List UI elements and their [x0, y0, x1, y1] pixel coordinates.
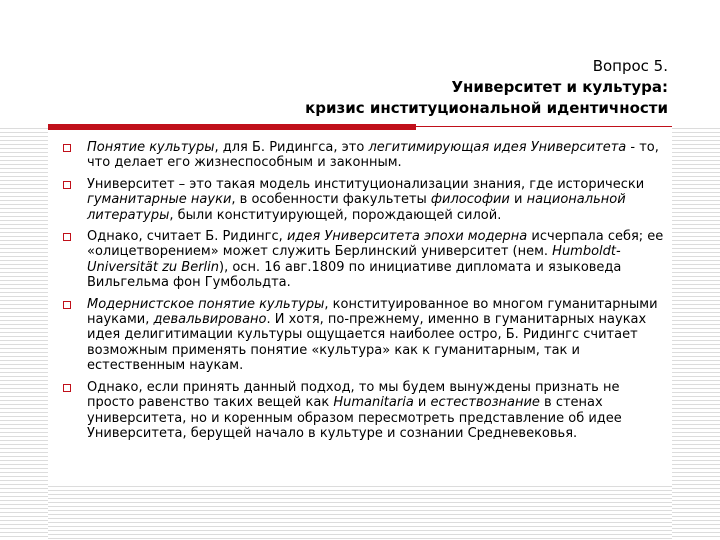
- stripe-pattern-right: [672, 128, 720, 540]
- slide-body: [60, 140, 666, 480]
- italic-term: национальной литературы: [87, 192, 626, 223]
- bullet-item: [60, 297, 666, 374]
- bullet-text: Однако, если принять данный подход, то мы будем вынуждены признать не просто равенство таких вещей как: [87, 379, 620, 411]
- title-line-2: кризис институциональной идентичности: [305, 99, 668, 117]
- italic-term: философии: [430, 192, 510, 208]
- bullet-square-icon: [63, 301, 71, 309]
- bullet-text: исчерпала себя; ее «олицетворением» может служить Берлинский университет (нем.: [87, 229, 664, 260]
- italic-term: идея Университета эпохи модерна: [286, 229, 528, 245]
- bullet-text: . И хотя, по-прежнему, именно в гуманитарных науках идея делигитимации культуры ощущается наиболее остро, Б. Ридингс считает возможным применять понятие «культура» как к гуманитарным, так и естественным наукам.: [87, 312, 647, 374]
- italic-term: естествознание: [430, 395, 540, 411]
- bullet-text: , конституированное во многом гуманитарными науками,: [87, 296, 658, 328]
- slide-title: [305, 56, 668, 119]
- title-line-1: Университет и культура:: [451, 78, 668, 96]
- italic-term: Humanitaria: [333, 395, 414, 411]
- title-divider-line: [416, 126, 672, 127]
- italic-term: девальвировано: [153, 312, 267, 328]
- bullet-text: в стенах университета, но и коренным образом пересмотреть представление об идее Университета, берущей начало в культуре и сознании Средневековья.: [87, 395, 622, 441]
- bullet-text: ), осн. 16 авг.1809 по инициативе дипломата и языковеда Вильгельма фон Гумбольдта.: [87, 259, 622, 291]
- bullet-text: Однако, считает Б. Ридингс,: [87, 229, 287, 245]
- bullet-item: [60, 380, 666, 442]
- bullet-text: - то, что делает его жизнеспособным и законным.: [87, 140, 659, 171]
- stripe-pattern-left: [0, 128, 48, 540]
- bullet-list: [60, 140, 666, 441]
- bullet-square-icon: [63, 384, 71, 392]
- bullet-text: и: [413, 395, 431, 411]
- bullet-text: , были конституирующей, порождающей силой.: [169, 207, 502, 223]
- italic-term: Модернистское понятие культуры: [87, 296, 325, 312]
- bullet-text: Университет – это такая модель институционализации знания, где исторически: [87, 176, 645, 192]
- italic-term: Понятие культуры: [87, 140, 215, 155]
- italic-term: Humboldt-Universität zu Berlin: [87, 244, 621, 275]
- bullet-item: [60, 229, 666, 291]
- bullet-item: [60, 140, 666, 171]
- bullet-square-icon: [63, 181, 71, 189]
- bullet-text: , в особенности факультеты: [231, 192, 431, 208]
- bullet-text: и: [509, 192, 527, 208]
- bullet-text: , для Б. Ридингса, это: [214, 140, 369, 155]
- italic-term: легитимирующая идея Университета: [368, 140, 627, 155]
- bullet-square-icon: [63, 144, 71, 152]
- italic-term: гуманитарные науки: [87, 192, 232, 208]
- question-number: Вопрос 5.: [592, 57, 668, 75]
- bullet-item: [60, 177, 666, 223]
- stripe-pattern-bottom: [48, 486, 672, 540]
- bullet-square-icon: [63, 233, 71, 241]
- title-accent-bar: [48, 124, 416, 130]
